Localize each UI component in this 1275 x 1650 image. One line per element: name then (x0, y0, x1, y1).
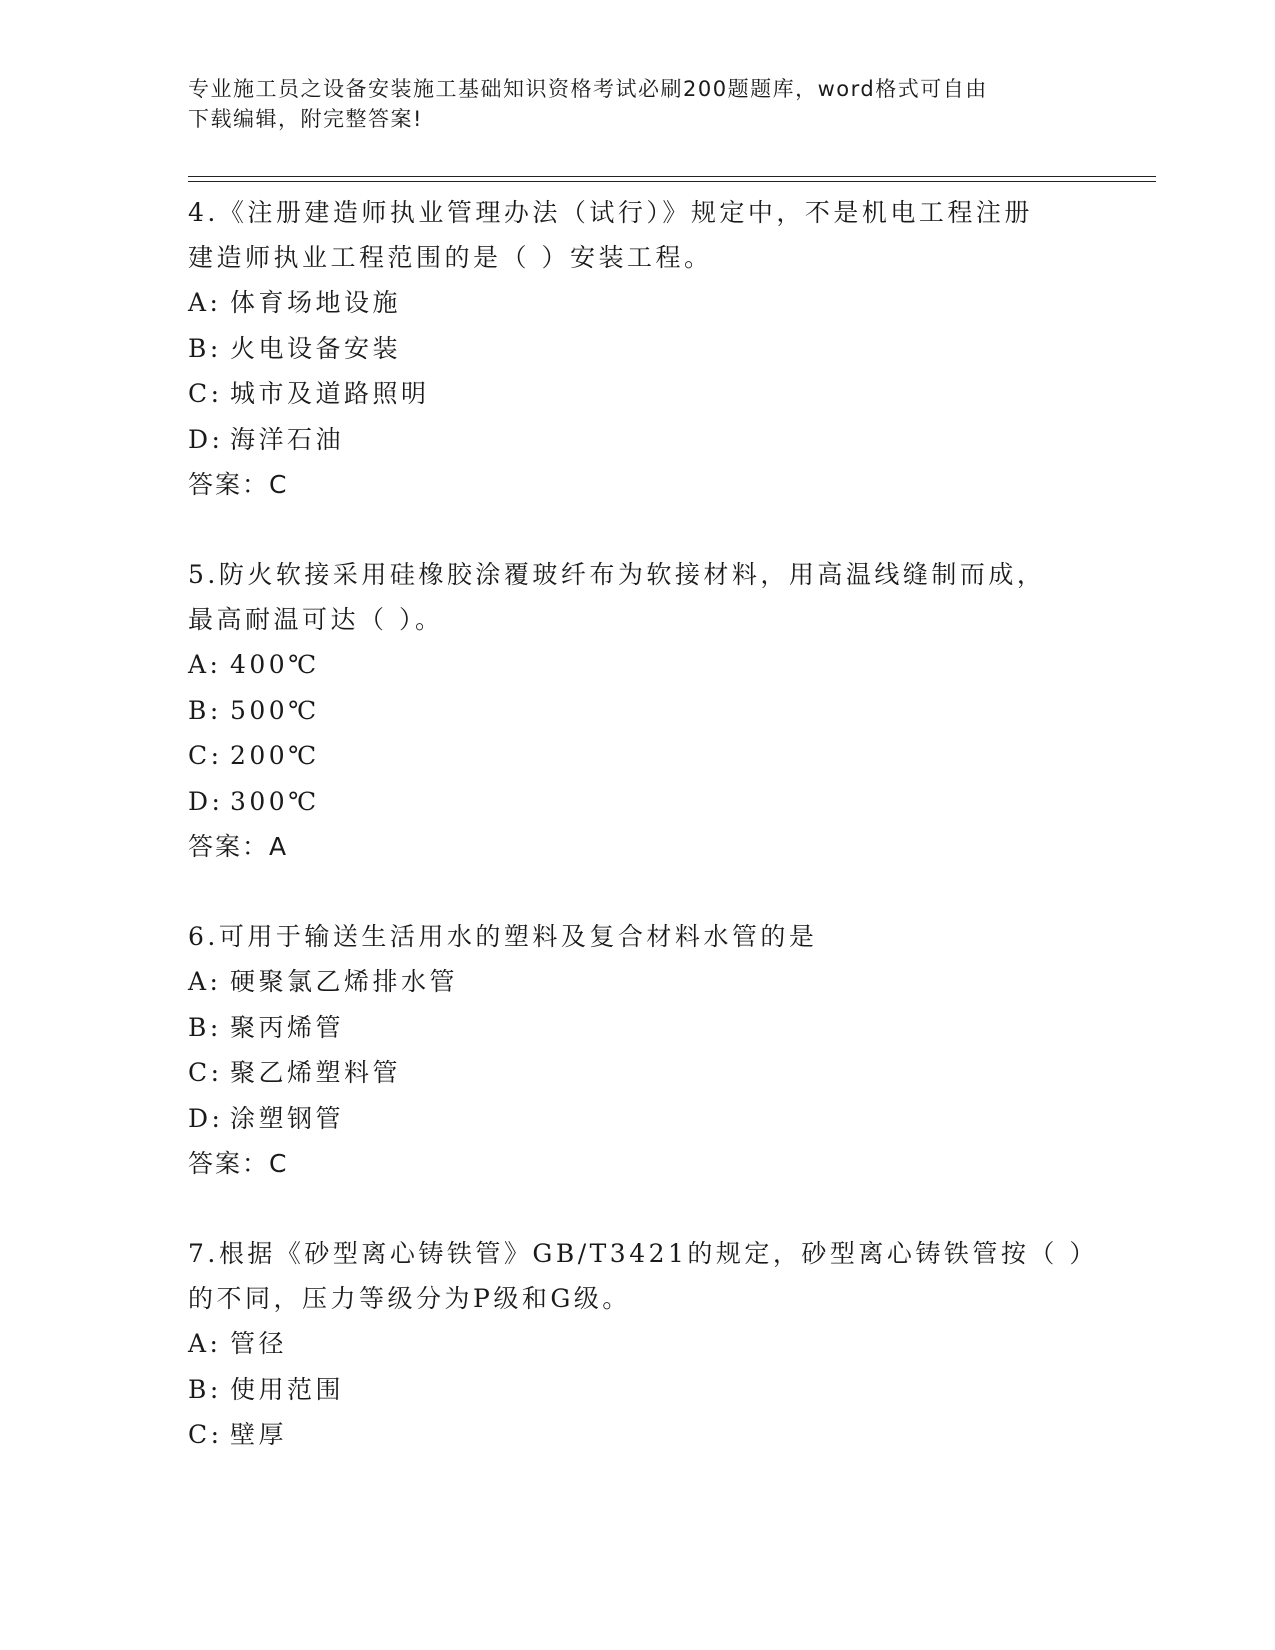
question-stem-line-1: 7.根据《砂型离心铸铁管》GB/T3421的规定，砂型离心铸铁管按（ ） (188, 1239, 1098, 1268)
option-a (188, 1321, 1088, 1367)
option-letter: C: (188, 741, 223, 770)
option-a (188, 959, 1088, 1005)
option-text: 火电设备安装 (230, 333, 402, 363)
answer-line: 答案：A (188, 832, 289, 861)
option-text: 300℃ (230, 786, 320, 816)
option-text: 200℃ (230, 741, 320, 770)
option-letter: B: (188, 333, 222, 363)
question-spacer (188, 507, 1088, 552)
option-b (188, 326, 1088, 372)
question-list (188, 190, 1098, 1458)
option-letter: B: (188, 1374, 222, 1404)
option-text: 500℃ (230, 695, 320, 725)
option-text: 管径 (230, 1329, 288, 1358)
answer-line: 答案：C (188, 1149, 289, 1178)
option-text: 涂塑钢管 (230, 1103, 345, 1133)
option-letter: D: (188, 786, 224, 816)
option-c (188, 1050, 1088, 1096)
header-divider-top (188, 176, 1156, 177)
option-a (188, 642, 1088, 688)
option-d (188, 779, 1088, 825)
option-c (188, 733, 1088, 779)
option-letter: C: (188, 379, 223, 408)
question-spacer (188, 869, 1088, 914)
option-b (188, 688, 1088, 734)
question-stem-line-2: 的不同，压力等级分为P级和G级。 (188, 1284, 631, 1313)
question-item (188, 1231, 1098, 1458)
header-divider-bottom (188, 181, 1156, 182)
question-spacer (188, 1186, 1088, 1231)
option-text: 城市及道路照明 (230, 379, 430, 408)
document-header (188, 74, 1068, 134)
option-text: 壁厚 (230, 1420, 288, 1449)
option-b (188, 1005, 1088, 1051)
option-d (188, 1096, 1088, 1142)
option-d (188, 417, 1088, 463)
option-letter: B: (188, 695, 222, 725)
question-stem-line-1: 5.防火软接采用硅橡胶涂覆玻纤布为软接材料，用高温线缝制而成， (188, 560, 1046, 589)
option-b (188, 1367, 1088, 1413)
option-text: 海洋石油 (230, 424, 345, 454)
option-letter: A: (188, 288, 222, 317)
question-stem-line-2: 建造师执业工程范围的是（ ）安装工程。 (188, 243, 713, 272)
option-c (188, 371, 1088, 417)
option-c (188, 1412, 1088, 1458)
question-stem-line-1: 4.《注册建造师执业管理办法（试行）》规定中，不是机电工程注册 (188, 198, 1033, 227)
option-text: 硬聚氯乙烯排水管 (230, 967, 459, 996)
header-line-2: 下载编辑，附完整答案! (188, 107, 423, 131)
option-text: 聚乙烯塑料管 (230, 1058, 402, 1087)
option-letter: A: (188, 967, 222, 996)
question-item (188, 552, 1088, 869)
option-letter: C: (188, 1058, 223, 1087)
option-letter: B: (188, 1012, 222, 1042)
option-text: 聚丙烯管 (230, 1012, 345, 1042)
option-letter: D: (188, 1103, 224, 1133)
header-line-1: 专业施工员之设备安装施工基础知识资格考试必刷200题题库，word格式可自由 (188, 77, 988, 101)
question-item (188, 190, 1088, 507)
option-letter: C: (188, 1420, 223, 1449)
option-a (188, 280, 1088, 326)
option-letter: A: (188, 1329, 222, 1358)
option-letter: A: (188, 650, 222, 679)
option-text: 400℃ (230, 650, 320, 679)
answer-line: 答案：C (188, 470, 289, 499)
question-stem-line-1: 6.可用于输送生活用水的塑料及复合材料水管的是 (188, 922, 818, 951)
question-stem-line-2: 最高耐温可达（ ）。 (188, 605, 444, 634)
question-item (188, 914, 1088, 1186)
option-letter: D: (188, 424, 224, 454)
option-text: 体育场地设施 (230, 288, 402, 317)
option-text: 使用范围 (230, 1374, 345, 1404)
